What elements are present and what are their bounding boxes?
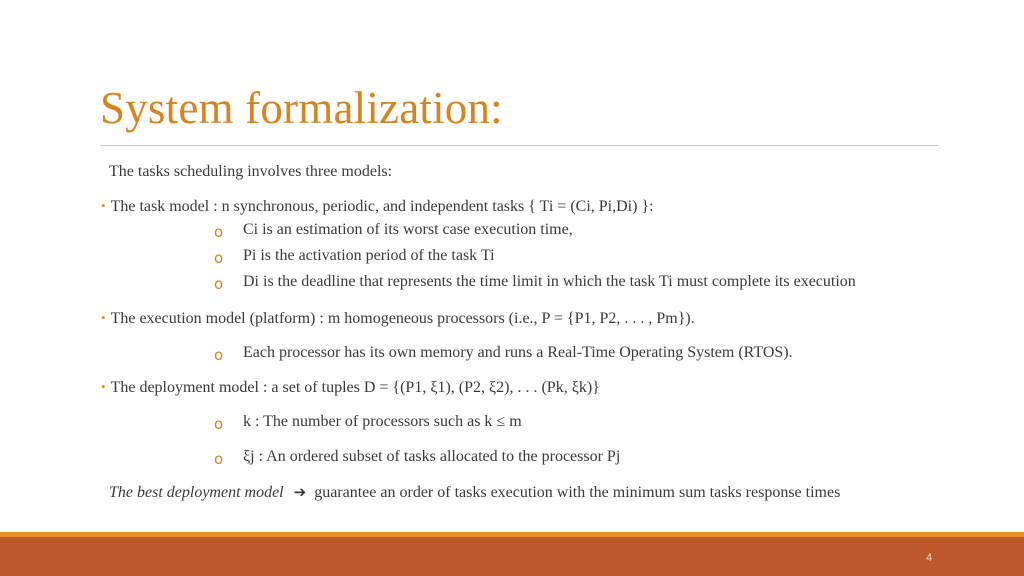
task-model-item: Di is the deadline that represents the time limit in which the task Ti must complete its execution bbox=[243, 273, 856, 290]
sub-bullet-icon: o bbox=[214, 249, 224, 267]
execution-model-bullet bbox=[101, 310, 695, 328]
bullet-dot-icon: • bbox=[101, 198, 106, 213]
arrow-icon: ➔ bbox=[293, 483, 307, 501]
task-model-item: Pi is the activation period of the task Ti bbox=[243, 247, 495, 264]
sub-bullet-icon: o bbox=[214, 275, 224, 293]
sub-bullet-icon: o bbox=[214, 223, 224, 241]
sub-bullet-icon: o bbox=[214, 450, 224, 468]
task-model-bullet bbox=[101, 198, 654, 216]
page-number: 4 bbox=[926, 552, 933, 564]
execution-model-text: The execution model (platform) : m homogeneous processors (i.e., P = {P1, P2, . . . , Pm}). bbox=[110, 310, 695, 327]
slide-title: System formalization: bbox=[100, 83, 503, 133]
sub-bullet-icon: o bbox=[214, 346, 224, 364]
deployment-model-text: The deployment model : a set of tuples D = {(P1, ξ1), (P2, ξ2), . . . (Pk, ξk)} bbox=[110, 379, 600, 396]
bullet-dot-icon: • bbox=[101, 310, 106, 325]
deployment-model-bullet bbox=[101, 379, 600, 397]
intro-text: The tasks scheduling involves three models: bbox=[109, 163, 393, 180]
bullet-dot-icon: • bbox=[101, 379, 106, 394]
footer-bar bbox=[0, 537, 1024, 576]
deployment-model-item: ξj : An ordered subset of tasks allocated to the processor Pj bbox=[243, 448, 621, 465]
sub-bullet-icon: o bbox=[214, 415, 224, 433]
title-divider bbox=[100, 145, 938, 146]
task-model-item: Ci is an estimation of its worst case execution time, bbox=[243, 221, 573, 238]
task-model-text: The task model : n synchronous, periodic, and independent tasks { Ti = (Ci, Pi,Di) }: bbox=[110, 198, 654, 215]
deployment-model-item: k : The number of processors such as k ≤ m bbox=[243, 413, 522, 430]
conclusion-line bbox=[109, 483, 840, 502]
conclusion-text: guarantee an order of tasks execution with the minimum sum tasks response times bbox=[314, 484, 841, 501]
conclusion-italic: The best deployment model bbox=[109, 484, 284, 501]
execution-model-item: Each processor has its own memory and runs a Real-Time Operating System (RTOS). bbox=[243, 344, 793, 361]
